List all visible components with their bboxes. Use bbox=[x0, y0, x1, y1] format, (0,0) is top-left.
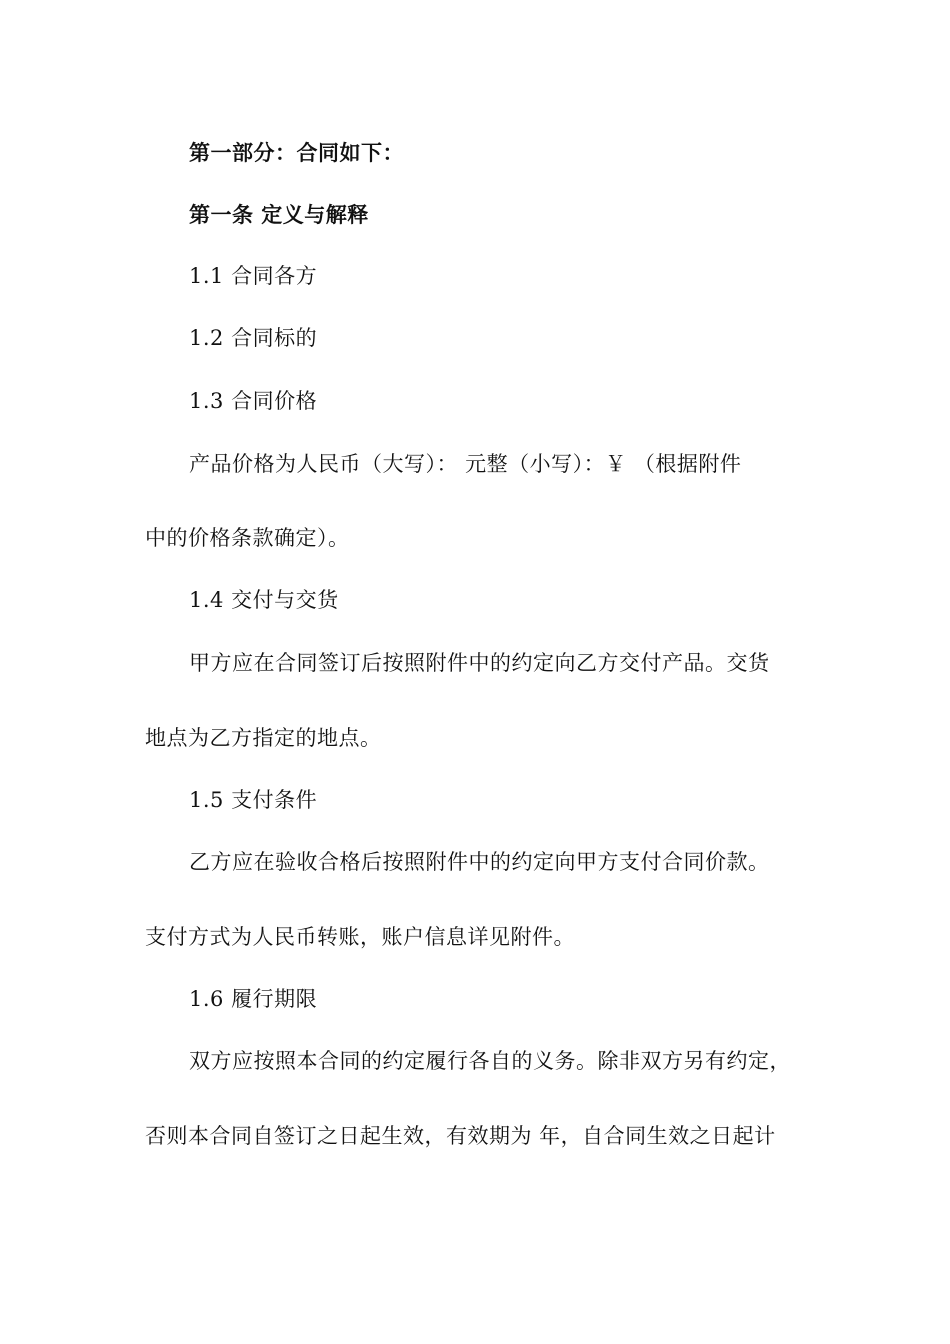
section-1-2-heading: 1.2 合同标的 bbox=[189, 326, 318, 350]
part-heading: 第一部分：合同如下： bbox=[189, 141, 404, 165]
article-heading: 第一条 定义与解释 bbox=[189, 203, 369, 227]
term-paragraph-line-2: 否则本合同自签订之日起生效，有效期为 年，自合同生效之日起计 bbox=[145, 1124, 776, 1148]
section-1-6-heading: 1.6 履行期限 bbox=[189, 987, 318, 1011]
delivery-paragraph-line-2: 地点为乙方指定的地点。 bbox=[145, 726, 382, 750]
section-1-4-heading: 1.4 交付与交货 bbox=[189, 588, 339, 612]
section-1-5-heading: 1.5 支付条件 bbox=[189, 788, 318, 812]
payment-paragraph-line-1: 乙方应在验收合格后按照附件中的约定向甲方支付合同价款。 bbox=[189, 850, 770, 874]
delivery-paragraph-line-1: 甲方应在合同签订后按照附件中的约定向乙方交付产品。交货 bbox=[189, 651, 770, 675]
section-1-1-heading: 1.1 合同各方 bbox=[189, 264, 318, 288]
term-paragraph-line-1: 双方应按照本合同的约定履行各自的义务。除非双方另有约定， bbox=[189, 1049, 791, 1073]
price-paragraph-line-2: 中的价格条款确定）。 bbox=[145, 526, 350, 550]
section-1-3-heading: 1.3 合同价格 bbox=[189, 389, 318, 413]
price-paragraph-line-1: 产品价格为人民币（大写）： 元整（小写）：￥ （根据附件 bbox=[189, 452, 742, 476]
payment-paragraph-line-2: 支付方式为人民币转账，账户信息详见附件。 bbox=[145, 925, 575, 949]
